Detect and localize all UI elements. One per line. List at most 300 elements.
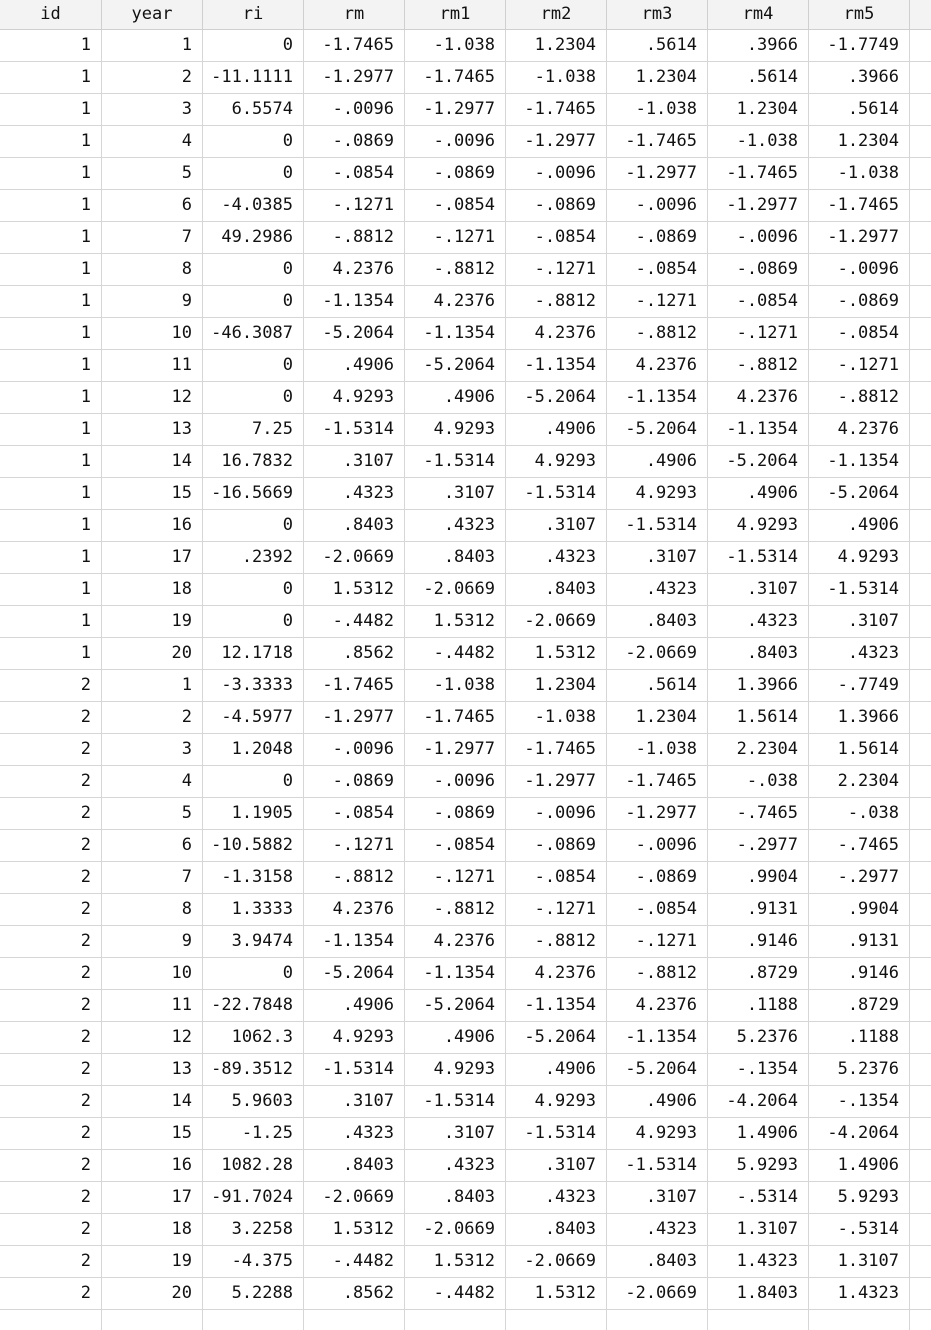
cell-rm5[interactable]: .4323	[809, 638, 910, 669]
cell-ri[interactable]: -3.3333	[203, 670, 304, 701]
cell-id[interactable]: 1	[0, 510, 102, 541]
cell-rm4[interactable]: .9146	[708, 926, 809, 957]
cell-id[interactable]: 2	[0, 1246, 102, 1277]
cell-id[interactable]: 1	[0, 638, 102, 669]
cell-rm[interactable]: -1.1354	[304, 926, 405, 957]
cell-year[interactable]: 8	[102, 894, 203, 925]
cell-rm1[interactable]: -1.2977	[405, 734, 506, 765]
cell-rm2[interactable]: .3107	[506, 510, 607, 541]
cell-rm2[interactable]: -2.0669	[506, 1246, 607, 1277]
cell-ri[interactable]: -4.375	[203, 1246, 304, 1277]
cell-id[interactable]: 1	[0, 382, 102, 413]
cell-rm5[interactable]: -.5314	[809, 1214, 910, 1245]
cell-rm[interactable]: .8403	[304, 1150, 405, 1181]
cell-rm1[interactable]: -1.7465	[405, 702, 506, 733]
cell-rm2[interactable]: -1.7465	[506, 94, 607, 125]
cell-id[interactable]: 2	[0, 798, 102, 829]
cell-year[interactable]: 4	[102, 126, 203, 157]
cell-ri[interactable]: 3.9474	[203, 926, 304, 957]
cell-ri[interactable]: 0	[203, 158, 304, 189]
cell-rm3[interactable]: -1.5314	[607, 1150, 708, 1181]
cell-rm2[interactable]: -.8812	[506, 286, 607, 317]
cell-rm4[interactable]: 1.3107	[708, 1214, 809, 1245]
cell-rm5[interactable]: 1.5614	[809, 734, 910, 765]
cell-rm2[interactable]: -1.1354	[506, 350, 607, 381]
cell-id[interactable]: 1	[0, 190, 102, 221]
cell-rm3[interactable]: -.8812	[607, 958, 708, 989]
cell-rm1[interactable]: .8403	[405, 542, 506, 573]
cell-rm3[interactable]: -.0096	[607, 830, 708, 861]
cell-year[interactable]: 4	[102, 766, 203, 797]
cell-rm4[interactable]: -.1354	[708, 1054, 809, 1085]
cell-rm5[interactable]: 4.2376	[809, 414, 910, 445]
cell-id[interactable]: 1	[0, 414, 102, 445]
column-header-rm3[interactable]: rm3	[607, 0, 708, 29]
cell-rm[interactable]: .3107	[304, 446, 405, 477]
cell-rm3[interactable]: -.0854	[607, 894, 708, 925]
cell-rm3[interactable]: -5.2064	[607, 414, 708, 445]
column-header-rm2[interactable]: rm2	[506, 0, 607, 29]
cell-rm4[interactable]: 1.8403	[708, 1278, 809, 1309]
cell-rm3[interactable]: -.1271	[607, 286, 708, 317]
cell-year[interactable]: 20	[102, 638, 203, 669]
cell-year[interactable]: 11	[102, 990, 203, 1021]
cell-rm5[interactable]: -1.5314	[809, 574, 910, 605]
column-header-rm[interactable]: rm	[304, 0, 405, 29]
cell-rm4[interactable]: 4.2376	[708, 382, 809, 413]
cell-ri[interactable]: 6.5574	[203, 94, 304, 125]
column-header-id[interactable]: id	[0, 0, 102, 29]
cell-rm3[interactable]: -1.7465	[607, 126, 708, 157]
cell-ri[interactable]: .2392	[203, 542, 304, 573]
cell-ri[interactable]: 3.2258	[203, 1214, 304, 1245]
cell-rm4[interactable]: -.8812	[708, 350, 809, 381]
cell-rm1[interactable]: .3107	[405, 478, 506, 509]
cell-rm[interactable]: .8562	[304, 1278, 405, 1309]
cell-rm3[interactable]: -1.1354	[607, 382, 708, 413]
cell-rm3[interactable]: .4323	[607, 1214, 708, 1245]
cell-year[interactable]: 15	[102, 478, 203, 509]
cell-ri[interactable]: -46.3087	[203, 318, 304, 349]
cell-rm2[interactable]: 4.2376	[506, 318, 607, 349]
cell-rm4[interactable]: 5.9293	[708, 1150, 809, 1181]
cell-rm2[interactable]: -2.0669	[506, 606, 607, 637]
column-header-year[interactable]: year	[102, 0, 203, 29]
cell-rm3[interactable]: 4.2376	[607, 350, 708, 381]
cell-rm2[interactable]: 1.5312	[506, 638, 607, 669]
cell-ri[interactable]: 16.7832	[203, 446, 304, 477]
cell-rm5[interactable]: .8729	[809, 990, 910, 1021]
cell-ri[interactable]: 5.2288	[203, 1278, 304, 1309]
cell-rm2[interactable]: -1.2977	[506, 126, 607, 157]
cell-ri[interactable]: 1.1905	[203, 798, 304, 829]
cell-rm3[interactable]: -2.0669	[607, 1278, 708, 1309]
cell-id[interactable]: 2	[0, 766, 102, 797]
cell-rm1[interactable]: -1.1354	[405, 318, 506, 349]
cell-ri[interactable]: 0	[203, 382, 304, 413]
cell-rm2[interactable]: .4323	[506, 1182, 607, 1213]
cell-rm1[interactable]: -.0096	[405, 126, 506, 157]
cell-rm5[interactable]: 1.4323	[809, 1278, 910, 1309]
empty-cell[interactable]	[304, 1310, 405, 1330]
cell-ri[interactable]: 49.2986	[203, 222, 304, 253]
cell-rm1[interactable]: .4323	[405, 510, 506, 541]
cell-rm3[interactable]: 1.2304	[607, 62, 708, 93]
cell-id[interactable]: 1	[0, 318, 102, 349]
cell-rm3[interactable]: .8403	[607, 606, 708, 637]
cell-year[interactable]: 9	[102, 926, 203, 957]
cell-id[interactable]: 1	[0, 478, 102, 509]
cell-rm1[interactable]: -.0854	[405, 190, 506, 221]
cell-rm3[interactable]: .5614	[607, 30, 708, 61]
cell-rm2[interactable]: -.8812	[506, 926, 607, 957]
cell-rm1[interactable]: .8403	[405, 1182, 506, 1213]
cell-rm3[interactable]: -.8812	[607, 318, 708, 349]
cell-year[interactable]: 1	[102, 670, 203, 701]
cell-year[interactable]: 19	[102, 1246, 203, 1277]
cell-rm5[interactable]: .3966	[809, 62, 910, 93]
cell-year[interactable]: 5	[102, 158, 203, 189]
empty-cell[interactable]	[506, 1310, 607, 1330]
cell-rm3[interactable]: -.0854	[607, 254, 708, 285]
cell-id[interactable]: 1	[0, 126, 102, 157]
cell-rm[interactable]: -1.5314	[304, 1054, 405, 1085]
cell-rm1[interactable]: -.0869	[405, 158, 506, 189]
cell-rm5[interactable]: -5.2064	[809, 478, 910, 509]
column-header-rm4[interactable]: rm4	[708, 0, 809, 29]
cell-rm4[interactable]: -.038	[708, 766, 809, 797]
cell-id[interactable]: 2	[0, 894, 102, 925]
cell-year[interactable]: 13	[102, 414, 203, 445]
cell-rm5[interactable]: .4906	[809, 510, 910, 541]
cell-rm4[interactable]: -.2977	[708, 830, 809, 861]
cell-rm[interactable]: -1.2977	[304, 702, 405, 733]
cell-ri[interactable]: -16.5669	[203, 478, 304, 509]
cell-id[interactable]: 2	[0, 1054, 102, 1085]
cell-rm4[interactable]: 4.9293	[708, 510, 809, 541]
cell-rm[interactable]: -.0854	[304, 798, 405, 829]
cell-rm5[interactable]: 1.3107	[809, 1246, 910, 1277]
cell-id[interactable]: 2	[0, 1150, 102, 1181]
cell-year[interactable]: 18	[102, 574, 203, 605]
cell-rm1[interactable]: -5.2064	[405, 990, 506, 1021]
cell-rm3[interactable]: -1.5314	[607, 510, 708, 541]
cell-rm2[interactable]: .4323	[506, 542, 607, 573]
cell-rm2[interactable]: -1.7465	[506, 734, 607, 765]
cell-year[interactable]: 14	[102, 1086, 203, 1117]
cell-rm4[interactable]: -1.5314	[708, 542, 809, 573]
cell-year[interactable]: 6	[102, 830, 203, 861]
cell-rm2[interactable]: -.0869	[506, 830, 607, 861]
cell-rm1[interactable]: 4.9293	[405, 1054, 506, 1085]
cell-rm5[interactable]: -.2977	[809, 862, 910, 893]
cell-rm2[interactable]: 4.9293	[506, 446, 607, 477]
cell-ri[interactable]: 0	[203, 510, 304, 541]
cell-rm3[interactable]: -1.1354	[607, 1022, 708, 1053]
cell-id[interactable]: 2	[0, 1214, 102, 1245]
cell-rm1[interactable]: -1.038	[405, 670, 506, 701]
cell-rm[interactable]: -2.0669	[304, 1182, 405, 1213]
cell-ri[interactable]: -1.25	[203, 1118, 304, 1149]
cell-rm3[interactable]: -1.038	[607, 734, 708, 765]
column-header-rm5[interactable]: rm5	[809, 0, 910, 29]
cell-id[interactable]: 2	[0, 1086, 102, 1117]
cell-rm5[interactable]: -.038	[809, 798, 910, 829]
cell-rm5[interactable]: 5.9293	[809, 1182, 910, 1213]
cell-rm5[interactable]: -.7465	[809, 830, 910, 861]
cell-rm5[interactable]: -.1354	[809, 1086, 910, 1117]
cell-rm[interactable]: -.4482	[304, 1246, 405, 1277]
cell-year[interactable]: 16	[102, 1150, 203, 1181]
cell-rm5[interactable]: -1.7465	[809, 190, 910, 221]
cell-rm3[interactable]: -.0869	[607, 222, 708, 253]
cell-year[interactable]: 15	[102, 1118, 203, 1149]
cell-rm[interactable]: -.0096	[304, 734, 405, 765]
cell-rm4[interactable]: -.0869	[708, 254, 809, 285]
cell-ri[interactable]: 0	[203, 574, 304, 605]
cell-year[interactable]: 2	[102, 702, 203, 733]
cell-rm2[interactable]: .8403	[506, 574, 607, 605]
cell-rm3[interactable]: .4323	[607, 574, 708, 605]
cell-rm2[interactable]: -.1271	[506, 254, 607, 285]
cell-rm5[interactable]: -1.7749	[809, 30, 910, 61]
cell-ri[interactable]: 1062.3	[203, 1022, 304, 1053]
cell-id[interactable]: 1	[0, 94, 102, 125]
cell-ri[interactable]: 12.1718	[203, 638, 304, 669]
cell-rm4[interactable]: -1.7465	[708, 158, 809, 189]
cell-id[interactable]: 2	[0, 702, 102, 733]
cell-rm4[interactable]: 1.4323	[708, 1246, 809, 1277]
cell-rm3[interactable]: -5.2064	[607, 1054, 708, 1085]
cell-rm2[interactable]: -1.5314	[506, 478, 607, 509]
cell-year[interactable]: 12	[102, 1022, 203, 1053]
cell-rm4[interactable]: -5.2064	[708, 446, 809, 477]
cell-rm[interactable]: 4.9293	[304, 382, 405, 413]
cell-year[interactable]: 5	[102, 798, 203, 829]
cell-rm5[interactable]: .1188	[809, 1022, 910, 1053]
cell-rm3[interactable]: .4906	[607, 446, 708, 477]
cell-ri[interactable]: 0	[203, 126, 304, 157]
cell-rm2[interactable]: -.0854	[506, 862, 607, 893]
cell-rm2[interactable]: .4906	[506, 414, 607, 445]
cell-ri[interactable]: 0	[203, 286, 304, 317]
cell-ri[interactable]: -4.0385	[203, 190, 304, 221]
cell-ri[interactable]: 0	[203, 30, 304, 61]
cell-rm5[interactable]: 2.2304	[809, 766, 910, 797]
cell-rm[interactable]: .3107	[304, 1086, 405, 1117]
cell-rm[interactable]: -1.7465	[304, 670, 405, 701]
cell-rm1[interactable]: .4323	[405, 1150, 506, 1181]
cell-rm1[interactable]: -.4482	[405, 638, 506, 669]
cell-rm1[interactable]: -.4482	[405, 1278, 506, 1309]
cell-rm1[interactable]: -.1271	[405, 862, 506, 893]
cell-rm[interactable]: .4323	[304, 1118, 405, 1149]
cell-rm[interactable]: .8403	[304, 510, 405, 541]
cell-ri[interactable]: 0	[203, 606, 304, 637]
column-header-ri[interactable]: ri	[203, 0, 304, 29]
cell-rm4[interactable]: 2.2304	[708, 734, 809, 765]
cell-rm3[interactable]: -1.038	[607, 94, 708, 125]
cell-rm4[interactable]: 1.4906	[708, 1118, 809, 1149]
cell-rm3[interactable]: .4906	[607, 1086, 708, 1117]
cell-id[interactable]: 2	[0, 862, 102, 893]
cell-rm2[interactable]: 4.9293	[506, 1086, 607, 1117]
cell-year[interactable]: 20	[102, 1278, 203, 1309]
cell-rm5[interactable]: .9131	[809, 926, 910, 957]
column-header-rm1[interactable]: rm1	[405, 0, 506, 29]
cell-rm2[interactable]: -.0869	[506, 190, 607, 221]
cell-id[interactable]: 2	[0, 958, 102, 989]
cell-rm5[interactable]: -.0096	[809, 254, 910, 285]
cell-rm1[interactable]: -2.0669	[405, 1214, 506, 1245]
cell-rm4[interactable]: .9904	[708, 862, 809, 893]
cell-rm2[interactable]: .8403	[506, 1214, 607, 1245]
cell-rm5[interactable]: 1.4906	[809, 1150, 910, 1181]
cell-rm[interactable]: -.1271	[304, 830, 405, 861]
cell-rm4[interactable]: .5614	[708, 62, 809, 93]
cell-rm5[interactable]: -4.2064	[809, 1118, 910, 1149]
cell-rm[interactable]: -.0854	[304, 158, 405, 189]
cell-rm[interactable]: -2.0669	[304, 542, 405, 573]
cell-rm4[interactable]: .1188	[708, 990, 809, 1021]
cell-rm3[interactable]: -.0869	[607, 862, 708, 893]
cell-year[interactable]: 19	[102, 606, 203, 637]
cell-rm5[interactable]: -.0854	[809, 318, 910, 349]
cell-rm4[interactable]: -.1271	[708, 318, 809, 349]
empty-cell[interactable]	[607, 1310, 708, 1330]
cell-year[interactable]: 12	[102, 382, 203, 413]
cell-rm4[interactable]: 1.3966	[708, 670, 809, 701]
cell-ri[interactable]: -22.7848	[203, 990, 304, 1021]
cell-id[interactable]: 1	[0, 158, 102, 189]
cell-rm4[interactable]: -1.1354	[708, 414, 809, 445]
empty-cell[interactable]	[0, 1310, 102, 1330]
cell-rm4[interactable]: 1.5614	[708, 702, 809, 733]
cell-rm1[interactable]: .3107	[405, 1118, 506, 1149]
cell-rm1[interactable]: -.1271	[405, 222, 506, 253]
cell-rm2[interactable]: -1.038	[506, 62, 607, 93]
cell-rm1[interactable]: -.0869	[405, 798, 506, 829]
cell-rm3[interactable]: .3107	[607, 1182, 708, 1213]
cell-year[interactable]: 1	[102, 30, 203, 61]
cell-rm5[interactable]: .5614	[809, 94, 910, 125]
cell-id[interactable]: 2	[0, 734, 102, 765]
cell-id[interactable]: 2	[0, 1022, 102, 1053]
cell-rm3[interactable]: -1.2977	[607, 158, 708, 189]
cell-rm1[interactable]: -5.2064	[405, 350, 506, 381]
cell-rm2[interactable]: -1.1354	[506, 990, 607, 1021]
cell-rm[interactable]: 4.9293	[304, 1022, 405, 1053]
cell-rm5[interactable]: -.8812	[809, 382, 910, 413]
cell-rm1[interactable]: -1.7465	[405, 62, 506, 93]
cell-id[interactable]: 1	[0, 446, 102, 477]
cell-id[interactable]: 1	[0, 30, 102, 61]
cell-id[interactable]: 1	[0, 62, 102, 93]
cell-rm5[interactable]: 1.2304	[809, 126, 910, 157]
cell-year[interactable]: 6	[102, 190, 203, 221]
cell-year[interactable]: 9	[102, 286, 203, 317]
cell-rm2[interactable]: -.0096	[506, 798, 607, 829]
cell-year[interactable]: 14	[102, 446, 203, 477]
cell-id[interactable]: 2	[0, 926, 102, 957]
cell-id[interactable]: 1	[0, 254, 102, 285]
cell-rm3[interactable]: 4.2376	[607, 990, 708, 1021]
cell-rm2[interactable]: -.0096	[506, 158, 607, 189]
empty-cell[interactable]	[102, 1310, 203, 1330]
cell-rm4[interactable]: .3107	[708, 574, 809, 605]
cell-rm4[interactable]: -4.2064	[708, 1086, 809, 1117]
cell-year[interactable]: 8	[102, 254, 203, 285]
cell-rm[interactable]: .4906	[304, 990, 405, 1021]
empty-cell[interactable]	[809, 1310, 910, 1330]
cell-rm[interactable]: .4906	[304, 350, 405, 381]
cell-rm1[interactable]: -1.038	[405, 30, 506, 61]
cell-year[interactable]: 2	[102, 62, 203, 93]
cell-id[interactable]: 1	[0, 606, 102, 637]
cell-ri[interactable]: 0	[203, 254, 304, 285]
cell-rm5[interactable]: -.1271	[809, 350, 910, 381]
cell-rm[interactable]: -.8812	[304, 862, 405, 893]
cell-rm1[interactable]: -1.2977	[405, 94, 506, 125]
cell-ri[interactable]: -11.1111	[203, 62, 304, 93]
cell-rm5[interactable]: -1.038	[809, 158, 910, 189]
cell-rm4[interactable]: .4906	[708, 478, 809, 509]
cell-ri[interactable]: 7.25	[203, 414, 304, 445]
cell-rm1[interactable]: 1.5312	[405, 1246, 506, 1277]
cell-rm2[interactable]: -5.2064	[506, 382, 607, 413]
cell-rm2[interactable]: 1.2304	[506, 30, 607, 61]
cell-year[interactable]: 11	[102, 350, 203, 381]
cell-ri[interactable]: -4.5977	[203, 702, 304, 733]
cell-rm3[interactable]: 1.2304	[607, 702, 708, 733]
cell-rm2[interactable]: -.1271	[506, 894, 607, 925]
cell-rm[interactable]: 4.2376	[304, 254, 405, 285]
cell-year[interactable]: 18	[102, 1214, 203, 1245]
cell-rm[interactable]: -.4482	[304, 606, 405, 637]
cell-rm4[interactable]: .8729	[708, 958, 809, 989]
cell-rm5[interactable]: 5.2376	[809, 1054, 910, 1085]
cell-rm1[interactable]: .4906	[405, 382, 506, 413]
cell-rm4[interactable]: -.0854	[708, 286, 809, 317]
cell-rm1[interactable]: -1.5314	[405, 446, 506, 477]
cell-rm2[interactable]: -1.5314	[506, 1118, 607, 1149]
cell-year[interactable]: 16	[102, 510, 203, 541]
cell-rm[interactable]: 1.5312	[304, 574, 405, 605]
cell-rm2[interactable]: -1.2977	[506, 766, 607, 797]
cell-rm2[interactable]: -5.2064	[506, 1022, 607, 1053]
cell-rm5[interactable]: -.0869	[809, 286, 910, 317]
cell-ri[interactable]: 0	[203, 350, 304, 381]
cell-ri[interactable]: -89.3512	[203, 1054, 304, 1085]
cell-rm1[interactable]: -1.5314	[405, 1086, 506, 1117]
cell-year[interactable]: 10	[102, 958, 203, 989]
cell-rm5[interactable]: .9904	[809, 894, 910, 925]
cell-rm2[interactable]: -1.038	[506, 702, 607, 733]
cell-rm1[interactable]: 4.2376	[405, 286, 506, 317]
cell-rm2[interactable]: .3107	[506, 1150, 607, 1181]
cell-rm5[interactable]: 4.9293	[809, 542, 910, 573]
cell-id[interactable]: 2	[0, 830, 102, 861]
cell-year[interactable]: 17	[102, 1182, 203, 1213]
cell-rm4[interactable]: -.7465	[708, 798, 809, 829]
cell-rm3[interactable]: -2.0669	[607, 638, 708, 669]
cell-rm4[interactable]: -1.038	[708, 126, 809, 157]
cell-ri[interactable]: 0	[203, 958, 304, 989]
cell-ri[interactable]: 1082.28	[203, 1150, 304, 1181]
cell-rm1[interactable]: .4906	[405, 1022, 506, 1053]
cell-rm1[interactable]: -2.0669	[405, 574, 506, 605]
cell-id[interactable]: 1	[0, 350, 102, 381]
